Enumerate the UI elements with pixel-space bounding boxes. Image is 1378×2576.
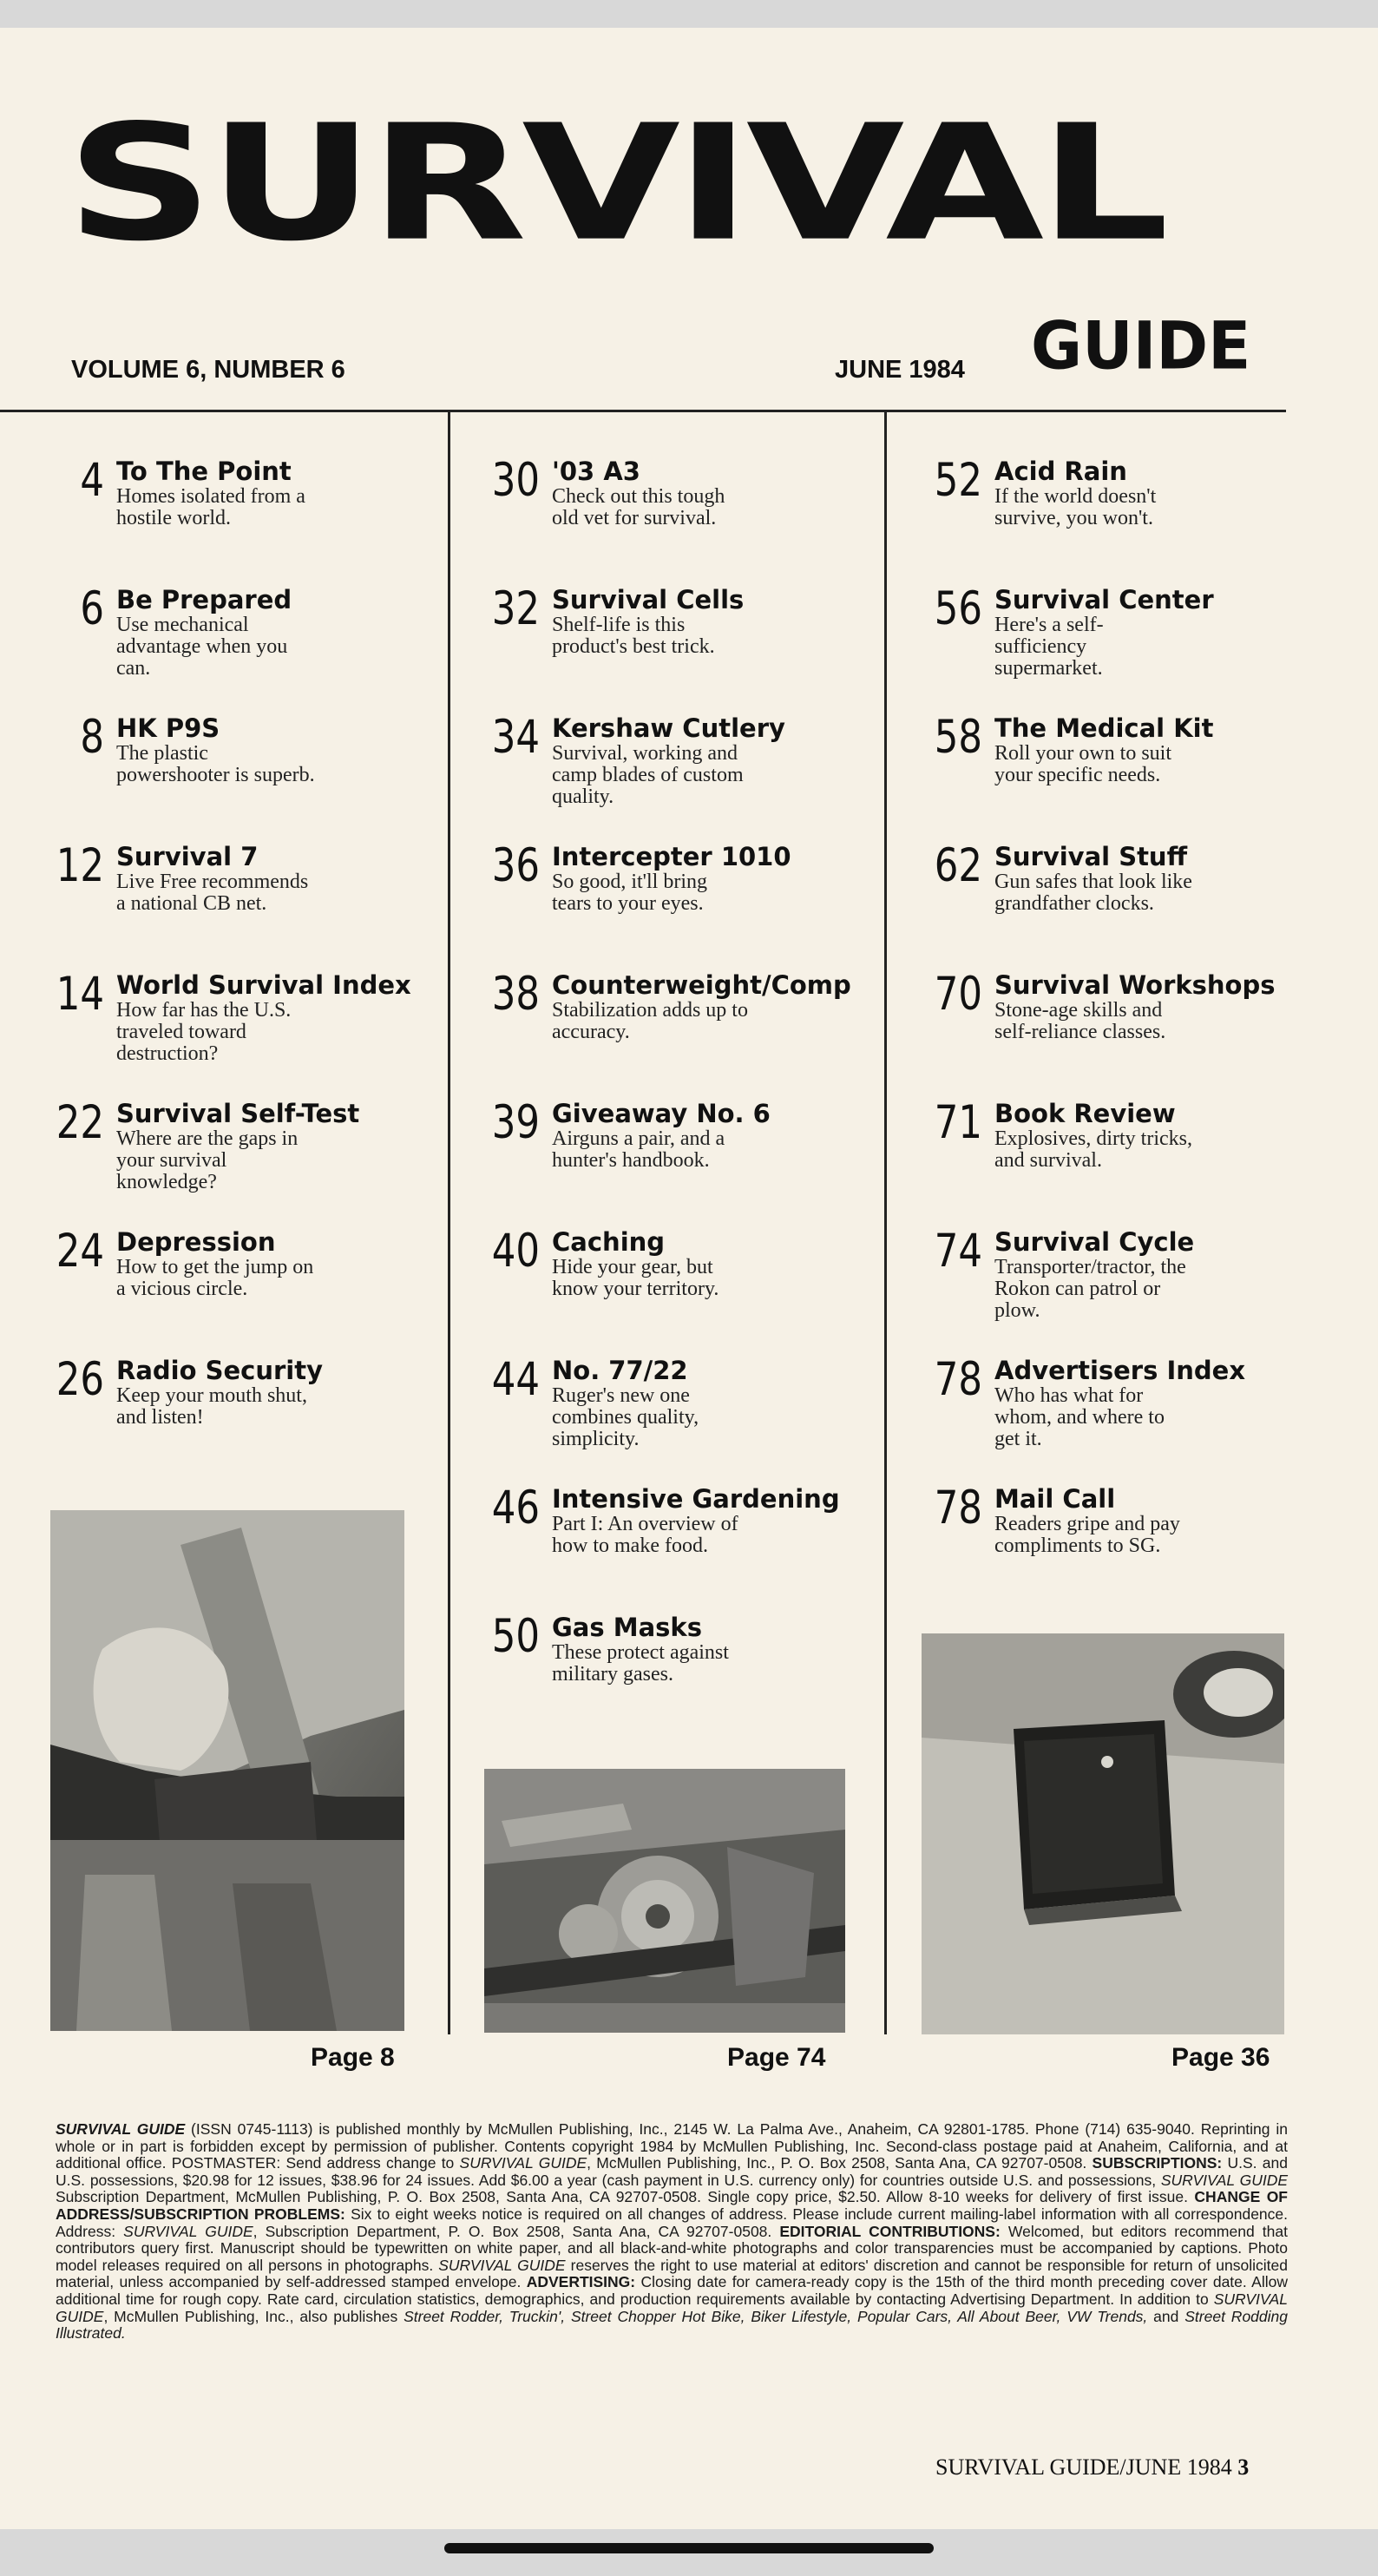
entry-title: Kershaw Cutlery xyxy=(552,713,785,743)
contents-entry xyxy=(915,970,1322,1099)
entry-page-number: 56 xyxy=(934,582,982,635)
entry-body xyxy=(552,1227,890,1300)
entry-title: Survival Stuff xyxy=(994,842,1188,871)
publication-info-segment: and xyxy=(1147,2307,1185,2325)
entry-description: Homes isolated from a hostile world. xyxy=(116,485,305,529)
contents-entry xyxy=(915,839,1322,970)
entry-title: Caching xyxy=(552,1227,666,1257)
contents-entry xyxy=(915,1353,1322,1484)
photo-caption: Page 36 xyxy=(1171,2043,1270,2072)
entry-title: Intensive Gardening xyxy=(552,1484,840,1514)
entry-body xyxy=(994,1099,1333,1172)
entry-page-number: 58 xyxy=(934,711,982,764)
publication-info-segment: , McMullen Publishing, Inc., P. O. Box 2508, Santa Ana, CA 92707-0508. xyxy=(587,2154,1093,2172)
entry-body xyxy=(994,842,1333,915)
entry-page-number: 40 xyxy=(491,1225,540,1278)
entry-body xyxy=(552,457,890,529)
entry-title: Counterweight/Comp xyxy=(552,970,851,1000)
folio-text: SURVIVAL GUIDE/JUNE 1984 xyxy=(935,2454,1232,2480)
publication-info-segment: Six to eight weeks notice is required on all changes of address. Please include current mailing-label information with all correspondence. Address: xyxy=(56,2205,1288,2240)
publication-info-segment: U.S. and U.S. possessions, $20.98 for 12 issues, $38.96 for 24 issues. Add $6.00 a year (cash payment in U.S. currency only) for countries outside U.S. and possessions, xyxy=(56,2154,1288,2189)
publication-info-segment: SURVIVAL GUIDE xyxy=(438,2256,566,2274)
entry-page-number: 70 xyxy=(934,968,982,1021)
contents-entry xyxy=(36,1096,444,1227)
entry-body xyxy=(552,1613,890,1686)
contents-entry xyxy=(472,1484,880,1613)
entry-page-number: 39 xyxy=(491,1096,540,1149)
entry-body xyxy=(994,970,1333,1043)
entry-description: Here's a self-sufficiency supermarket. xyxy=(994,614,1104,680)
entry-body xyxy=(552,1356,890,1450)
entry-title: Advertisers Index xyxy=(994,1356,1246,1385)
entry-page-number: 30 xyxy=(491,454,540,507)
entry-page-number: 24 xyxy=(56,1225,104,1278)
contents-entry xyxy=(472,970,880,1099)
contents-entry xyxy=(915,1227,1322,1356)
publication-info-segment: Subscription Department, McMullen Publishing, P. O. Box 2508, Santa Ana, CA 92707-0508. Single copy price, $2.50. Allow 8-10 weeks for delivery of first issue. xyxy=(56,2188,1195,2206)
entry-title: Survival Cycle xyxy=(994,1227,1195,1257)
entry-description: If the world doesn't survive, you won't. xyxy=(994,485,1157,529)
publication-info-segment: Welcomed, but editors recommend that contributors query first. Manuscript should be typewritten on white paper, and all black-and-white photographs and color transparencies must be accompanied by captions. Photo model releases required on all persons in photographs. xyxy=(56,2222,1288,2274)
entry-page-number: 46 xyxy=(491,1482,540,1534)
entry-title: Mail Call xyxy=(994,1484,1116,1514)
photo-intercepter-device-image xyxy=(922,1633,1284,2034)
publication-info-segment: , McMullen Publishing, Inc., also publishes xyxy=(103,2307,404,2325)
contents-entry xyxy=(36,454,444,585)
entry-title: Acid Rain xyxy=(994,457,1127,486)
entry-description: Stone-age skills and self-reliance classes. xyxy=(994,999,1166,1043)
entry-page-number: 6 xyxy=(80,582,104,635)
magazine-page xyxy=(0,28,1378,2529)
contents-column-2 xyxy=(472,454,880,1741)
entry-body xyxy=(552,842,890,915)
entry-description: Check out this tough old vet for survival. xyxy=(552,485,725,529)
entry-body xyxy=(116,585,455,680)
contents-entry xyxy=(472,713,880,842)
entry-description: Hide your gear, but know your territory. xyxy=(552,1256,719,1300)
entry-description: How to get the jump on a vicious circle. xyxy=(116,1256,314,1300)
entry-page-number: 62 xyxy=(934,839,982,892)
page-folio xyxy=(935,2454,1249,2481)
entry-title: No. 77/22 xyxy=(552,1356,688,1385)
photo-caption: Page 8 xyxy=(311,2043,395,2072)
contents-column-1 xyxy=(36,454,444,1484)
volume-number: VOLUME 6, NUMBER 6 xyxy=(71,356,345,384)
entry-page-number: 38 xyxy=(491,968,540,1021)
entry-body xyxy=(116,1356,455,1429)
publication-info xyxy=(56,2121,1288,2343)
masthead-title: SURVIVAL xyxy=(66,89,1165,277)
entry-title: Intercepter 1010 xyxy=(552,842,791,871)
entry-title: The Medical Kit xyxy=(994,713,1214,743)
entry-page-number: 52 xyxy=(934,454,982,507)
entry-body xyxy=(994,585,1333,680)
entry-page-number: 22 xyxy=(56,1096,104,1149)
entry-title: Gas Masks xyxy=(552,1613,702,1642)
contents-entry xyxy=(472,582,880,713)
entry-page-number: 74 xyxy=(934,1225,982,1278)
photo-cycle-engine-image xyxy=(484,1769,845,2033)
photo-intercepter-device xyxy=(922,1633,1284,2034)
contents-entry xyxy=(472,1353,880,1484)
entry-page-number: 78 xyxy=(934,1482,982,1534)
publication-info-segment: Street Rodder, Truckin', Street Chopper Hot Bike, Biker Lifestyle, Popular Cars, All About Beer, VW Trends, xyxy=(404,2307,1148,2325)
entry-description: Ruger's new one combines quality, simplicity. xyxy=(552,1384,699,1450)
entry-title: Survival Cells xyxy=(552,585,745,614)
contents-column-3 xyxy=(915,454,1322,1613)
entry-page-number: 32 xyxy=(491,582,540,635)
entry-body xyxy=(552,713,890,808)
contents-entry xyxy=(36,713,444,842)
masthead-subtitle: GUIDE xyxy=(1031,306,1251,384)
publication-info-segment: Street Rodding Illustrated. xyxy=(56,2307,1288,2343)
publication-info-segment: SUBSCRIPTIONS: xyxy=(1092,2154,1223,2172)
entry-body xyxy=(994,1484,1333,1557)
entry-page-number: 71 xyxy=(934,1096,982,1149)
entry-page-number: 50 xyxy=(491,1610,540,1663)
contents-entry xyxy=(472,1610,880,1741)
entry-title: HK P9S xyxy=(116,713,220,743)
entry-body xyxy=(116,842,455,915)
contents-entry xyxy=(472,1096,880,1227)
entry-description: So good, it'll bring tears to your eyes. xyxy=(552,871,708,915)
publication-info-segment: Closing date for camera-ready copy is the 15th of the third month preceding cover date. Allow additional time for rough copy. Rate card, circulation statistics, demographics, and production requirements available by contacting Advertising Department. In addition to xyxy=(56,2273,1288,2308)
contents-entry xyxy=(36,970,444,1099)
entry-page-number: 4 xyxy=(80,454,104,507)
publication-info-segment: SURVIVAL GUIDE xyxy=(123,2222,253,2240)
contents-entry xyxy=(915,713,1322,842)
entry-body xyxy=(552,970,890,1043)
publication-info-segment: reserves the right to use material at editors' discretion and cannot be responsible for return of unsolicited material, unless accompanied by self-addressed stamped envelope. xyxy=(56,2256,1288,2291)
publication-info-segment: (ISSN 0745-1113) is published monthly by McMullen Publishing, Inc., 2145 W. La Palma Ave., Anaheim, CA 92801-1785. Phone (714) 635-9040. Reprinting in whole or in part is forbidden except by permission of publisher. Contents copyright 1984 by McMullen Publishing, Inc. Second-class postage paid at Anaheim, California, and at additional office. POSTMASTER: Send address change to xyxy=(56,2120,1289,2172)
contents-entry xyxy=(915,1096,1322,1227)
entry-description: Transporter/tractor, the Rokon can patrol or plow. xyxy=(994,1256,1186,1322)
publication-info-segment: SURVIVAL GUIDE xyxy=(459,2154,587,2172)
header-rule xyxy=(0,410,1286,412)
entry-body xyxy=(116,457,455,529)
entry-description: Readers gripe and pay compliments to SG. xyxy=(994,1513,1180,1557)
entry-title: Depression xyxy=(116,1227,276,1257)
entry-title: Book Review xyxy=(994,1099,1176,1128)
entry-title: Survival Workshops xyxy=(994,970,1276,1000)
folio-page-number: 3 xyxy=(1237,2454,1250,2480)
entry-body xyxy=(116,1227,455,1300)
entry-description: Part I: An overview of how to make food. xyxy=(552,1513,738,1557)
entry-body xyxy=(994,713,1333,786)
entry-page-number: 12 xyxy=(56,839,104,892)
contents-entry xyxy=(36,1227,444,1356)
entry-description: Gun safes that look like grandfather clocks. xyxy=(994,871,1192,915)
entry-description: Airguns a pair, and a hunter's handbook. xyxy=(552,1127,725,1172)
entry-title: Be Prepared xyxy=(116,585,292,614)
entry-body xyxy=(552,585,890,658)
entry-description: Live Free recommends a national CB net. xyxy=(116,871,309,915)
publication-info-segment: SURVIVAL GUIDE xyxy=(1160,2171,1289,2189)
entry-description: Who has what for whom, and where to get it. xyxy=(994,1384,1165,1450)
entry-page-number: 44 xyxy=(491,1353,540,1406)
entry-title: '03 A3 xyxy=(552,457,640,486)
entry-page-number: 34 xyxy=(491,711,540,764)
publication-info-segment: , Subscription Department, P. O. Box 2508, Santa Ana, CA 92707-0508. xyxy=(253,2222,780,2240)
photo-holstered-pistol-image xyxy=(50,1510,404,2031)
publication-info-segment: SURVIVAL GUIDE xyxy=(56,2290,1288,2325)
contents-entry xyxy=(36,582,444,713)
entry-description: Explosives, dirty tricks, and survival. xyxy=(994,1127,1192,1172)
entry-description: These protect against military gases. xyxy=(552,1641,729,1686)
contents-entry xyxy=(36,1353,444,1484)
entry-title: Giveaway No. 6 xyxy=(552,1099,771,1128)
contents-entry xyxy=(915,1484,1322,1613)
entry-body xyxy=(994,1356,1333,1450)
entry-description: Survival, working and camp blades of custom quality. xyxy=(552,742,744,808)
home-indicator[interactable] xyxy=(444,2543,934,2553)
entry-description: Shelf-life is this product's best trick. xyxy=(552,614,715,658)
entry-description: Stabilization adds up to accuracy. xyxy=(552,999,748,1043)
entry-body xyxy=(116,970,455,1065)
entry-body xyxy=(994,457,1333,529)
entry-description: Where are the gaps in your survival knowledge? xyxy=(116,1127,299,1193)
issue-date: JUNE 1984 xyxy=(835,356,965,384)
entry-description: Use mechanical advantage when you can. xyxy=(116,614,288,680)
entry-title: To The Point xyxy=(116,457,292,486)
contents-entry xyxy=(36,839,444,970)
publication-info-segment: ADVERTISING: xyxy=(526,2273,636,2291)
entry-title: World Survival Index xyxy=(116,970,411,1000)
entry-page-number: 78 xyxy=(934,1353,982,1406)
photo-cycle-engine xyxy=(484,1769,845,2033)
entry-body xyxy=(552,1099,890,1172)
entry-page-number: 8 xyxy=(80,711,104,764)
publication-info-segment: EDITORIAL CONTRIBUTIONS: xyxy=(779,2222,1001,2240)
contents-entry xyxy=(915,454,1322,585)
entry-body xyxy=(116,1099,455,1193)
contents-entry xyxy=(472,839,880,970)
entry-page-number: 14 xyxy=(56,968,104,1021)
entry-page-number: 26 xyxy=(56,1353,104,1406)
entry-description: How far has the U.S. traveled toward destruction? xyxy=(116,999,292,1065)
entry-title: Survival Self-Test xyxy=(116,1099,360,1128)
photo-holstered-pistol xyxy=(50,1510,404,2031)
photo-caption: Page 74 xyxy=(727,2043,826,2072)
entry-body xyxy=(994,1227,1333,1322)
entry-description: Keep your mouth shut, and listen! xyxy=(116,1384,307,1429)
contents-entry xyxy=(472,454,880,585)
entry-body xyxy=(116,713,455,786)
entry-body xyxy=(552,1484,890,1557)
entry-page-number: 36 xyxy=(491,839,540,892)
entry-title: Survival Center xyxy=(994,585,1214,614)
publication-info-segment: SURVIVAL GUIDE xyxy=(56,2120,186,2138)
entry-title: Radio Security xyxy=(116,1356,324,1385)
contents-entry xyxy=(915,582,1322,713)
entry-description: Roll your own to suit your specific needs. xyxy=(994,742,1172,786)
publication-info-segment: CHANGE OF ADDRESS/SUBSCRIPTION PROBLEMS: xyxy=(56,2188,1288,2223)
contents-entry xyxy=(472,1227,880,1356)
entry-description: The plastic powershooter is superb. xyxy=(116,742,315,786)
entry-title: Survival 7 xyxy=(116,842,259,871)
